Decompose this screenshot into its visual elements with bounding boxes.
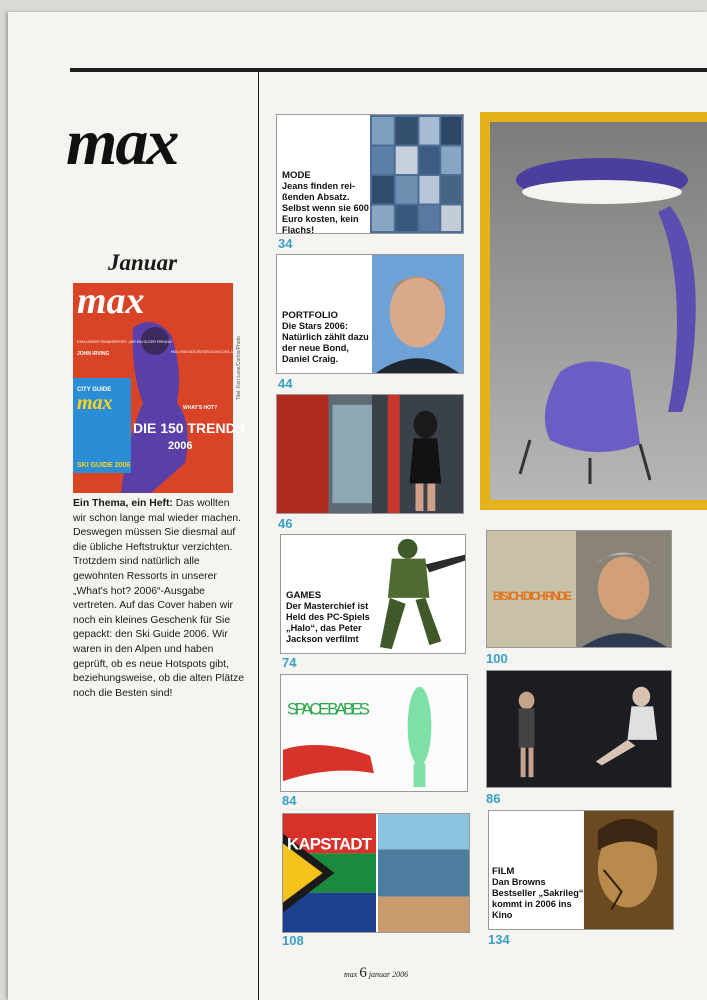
page-number-46[interactable]: 46 — [278, 516, 293, 531]
games-kicker: GAMES — [286, 590, 322, 601]
svg-text:2006: 2006 — [168, 440, 193, 452]
logo-text: max — [66, 106, 178, 179]
intro-body: Das wollten wir schon lange mal wieder machen. Deswegen müssen Sie diesmal auf die übliche Heftstruktur verzichten. Trotzdem sind natürlich alle gewohnten Ressorts in unserer „What's hot? 2006“-Ausgabe vertreten. Auf das Cover haben wir noch ein kleines Geschenk für Sie gepackt: den Ski Guide 2006. Wir waren in den Alpen und haben geprüft, ob es neue Hotspots gibt, beziehungsweise, ob die alten Plätze noch die Besten sind! — [73, 498, 244, 699]
kapstadt-thumbnail[interactable] — [282, 813, 470, 933]
svg-text:max: max — [77, 392, 113, 414]
portfolio-caption — [282, 310, 374, 365]
svg-text:max: max — [77, 280, 145, 322]
svg-text:EXKLUSIVER TRENDREPORT: „WIE E: EXKLUSIVER TRENDREPORT: „WIE EIN GUTER FREUND“ — [77, 340, 173, 344]
page-number-100[interactable]: 100 — [486, 651, 508, 666]
max-logo — [62, 108, 232, 178]
svg-text:WHAT'S HOT?: WHAT'S HOT? — [183, 405, 218, 411]
page-number-74[interactable]: 74 — [282, 655, 297, 670]
svg-text:DIE 150 TRENDS: DIE 150 TRENDS — [133, 420, 246, 436]
film-text: Dan Browns Bestseller „Sakrileg“ kommt in 2006 ins Kino — [492, 877, 584, 920]
page-footer — [344, 965, 408, 982]
svg-text:CITY GUIDE: CITY GUIDE — [77, 387, 112, 393]
footer-issue: januar 2006 — [368, 970, 409, 979]
spread-86-thumbnail[interactable] — [486, 670, 672, 788]
cover-credit: Titel: Ken Lane/Corbis/Photo — [236, 336, 242, 400]
column-rule — [258, 72, 259, 1000]
intro-text — [73, 497, 245, 701]
svg-text:HOLLYWOODS ENTDECKUNG DES JAHR: HOLLYWOODS ENTDECKUNG DES JAHRES — [171, 350, 245, 354]
space-babes-thumbnail[interactable] — [280, 674, 468, 792]
page-number-44[interactable]: 44 — [278, 376, 293, 391]
mode-text: Jeans finden reißenden Absatz. Selbst wenn sie 600 Euro kosten, kein Flachs! — [282, 181, 369, 235]
svg-text:BIS ICH DICH FINDE: BIS ICH DICH FINDE — [492, 588, 573, 603]
page-number-34[interactable]: 34 — [278, 236, 293, 251]
bis-ich-dich-finde-thumbnail[interactable] — [486, 530, 672, 648]
page-number-86[interactable]: 86 — [486, 791, 501, 806]
footer-brand: max — [344, 970, 358, 979]
design-feature-image[interactable] — [480, 112, 707, 510]
page-number-108[interactable]: 108 — [282, 933, 304, 948]
month-heading: Januar — [108, 250, 178, 275]
film-caption — [492, 866, 584, 921]
film-kicker: FILM — [492, 866, 515, 877]
page-number-84[interactable]: 84 — [282, 793, 297, 808]
portfolio-kicker: PORTFOLIO — [282, 310, 338, 321]
intro-lead: Ein Thema, ein Heft: — [73, 498, 173, 509]
mode-kicker: MODE — [282, 170, 311, 181]
svg-text:SKI GUIDE 2006: SKI GUIDE 2006 — [77, 462, 131, 469]
svg-text:KAPSTADT: KAPSTADT — [286, 834, 373, 854]
svg-text:SPACE BABES: SPACE BABES — [286, 699, 371, 719]
page-number-134[interactable]: 134 — [488, 932, 510, 947]
mode-caption — [282, 170, 374, 236]
svg-text:JOHN IRVING: JOHN IRVING — [77, 351, 110, 357]
games-caption — [286, 590, 376, 645]
top-rule — [70, 68, 707, 72]
footer-page-number: 6 — [359, 965, 367, 981]
games-text: Der Masterchief ist Held des PC-Spiels „Halo“, das Peter Jackson verfilmt — [286, 601, 370, 644]
spread-46-thumbnail[interactable] — [276, 394, 464, 514]
portfolio-text: Die Stars 2006: Natürlich zählt dazu der neue Bond, Daniel Craig. — [282, 321, 369, 364]
